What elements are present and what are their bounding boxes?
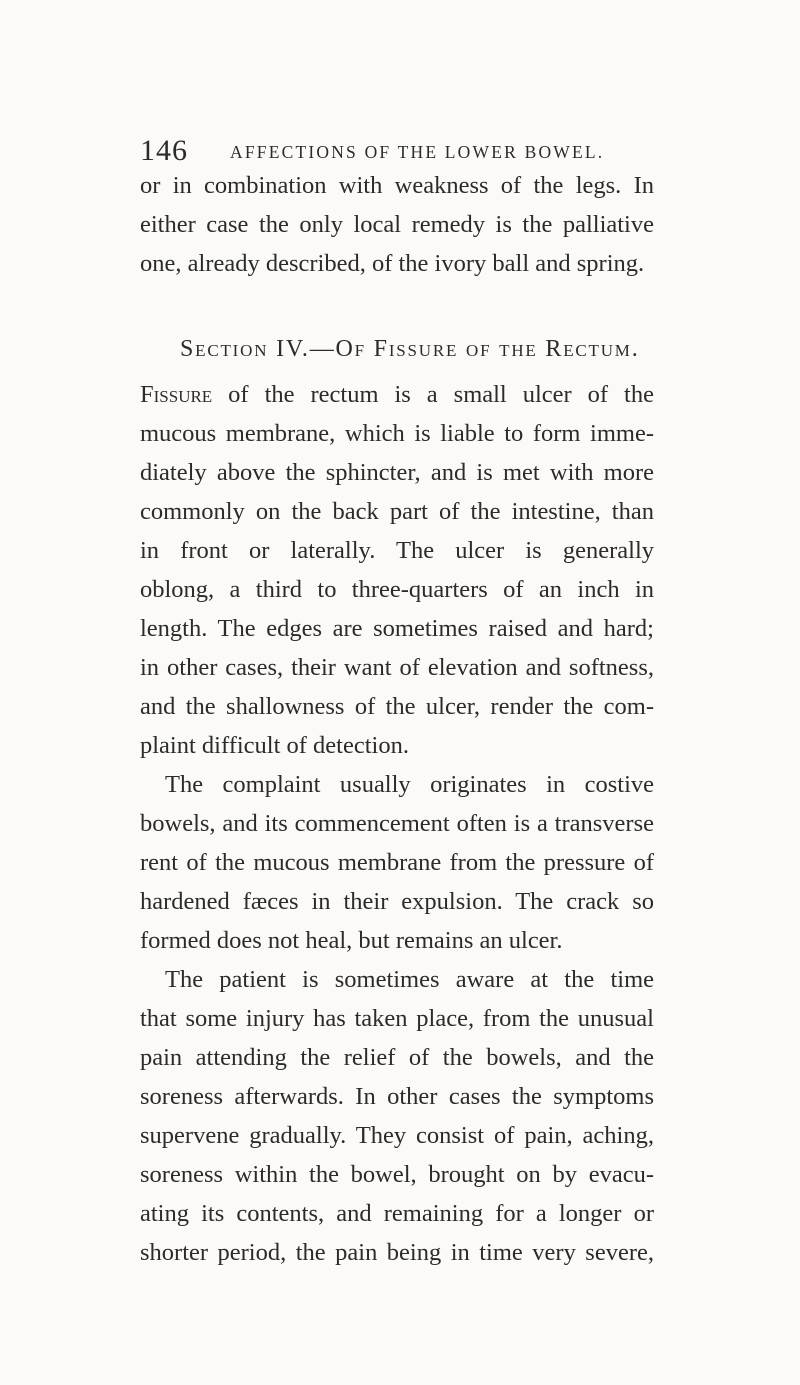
text-line: soreness within the bowel, brought on by evacu- [140,1161,654,1188]
text-line: either case the only local remedy is the palliative [140,211,654,238]
text-line: bowels, and its commencement often is a transverse [140,810,654,837]
text-line: or in combination with weakness of the legs. In [140,172,654,199]
text-line [140,375,654,414]
text-line: rent of the mucous membrane from the pressure of [140,849,654,876]
text-line: plaint difficult of detection. [140,732,409,759]
text-line: one, already described, of the ivory ball and spring. [140,250,645,277]
text-line: in other cases, their want of elevation and softness, [140,654,654,681]
paragraph-fissure [140,375,654,1272]
lead-word: Fissure [140,381,213,408]
text-line: oblong, a third to three-quarters of an inch in [140,576,654,603]
text-line: and the shallowness of the ulcer, render the com- [140,693,654,720]
text-line: commonly on the back part of the intestine, than [140,498,654,525]
text-line: soreness afterwards. In other cases the symptoms [140,1083,654,1110]
text-line: The complaint usually originates in costive [165,771,654,798]
text-line: pain attending the relief of the bowels, and the [140,1044,654,1071]
text-line: The patient is sometimes aware at the time [165,966,654,993]
text-line: length. The edges are sometimes raised and hard; [140,615,654,642]
text-line: shorter period, the pain being in time very severe, [140,1239,654,1266]
text-line: in front or laterally. The ulcer is generally [140,537,654,564]
running-title: AFFECTIONS OF THE LOWER BOWEL. [230,142,605,162]
text-line: formed does not heal, but remains an ulcer. [140,927,563,954]
section-heading: Section IV.—Of Fissure of the Rectum. [180,336,640,362]
text-line: diately above the sphincter, and is met with more [140,459,654,486]
page-number: 146 [140,134,188,167]
text-line: mucous membrane, which is liable to form imme- [140,420,654,447]
text-line: supervene gradually. They consist of pain, aching, [140,1122,654,1149]
text-line: that some injury has taken place, from the unusual [140,1005,654,1032]
paragraph-continued [140,166,654,283]
text-line: hardened fæces in their expulsion. The crack so [140,888,654,915]
text-fragment: of the rectum is a small ulcer of the [212,381,654,408]
text-line: ating its contents, and remaining for a longer or [140,1200,654,1227]
